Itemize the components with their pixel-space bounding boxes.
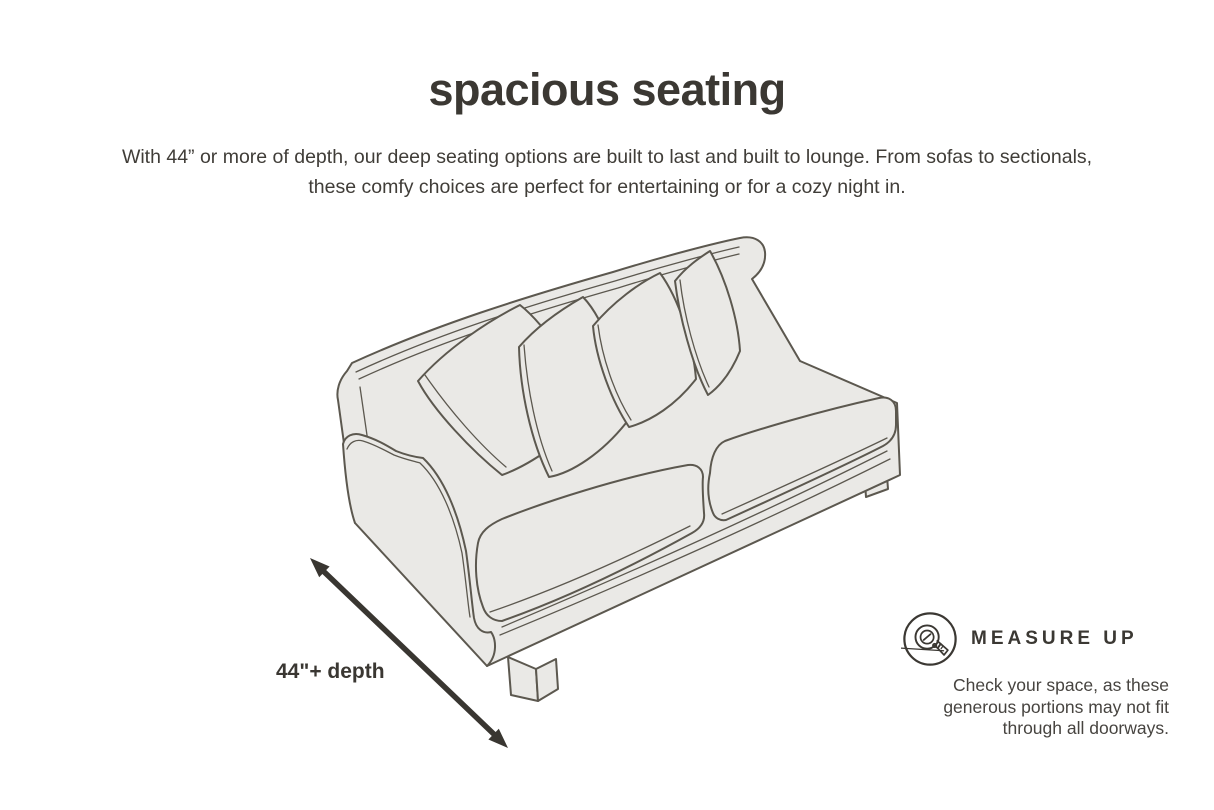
- intro-text: With 44” or more of depth, our deep seating options are built to last and built to lounge. From sofas to sectionals, these comfy choices are perfect for entertaining or for a cozy night in.: [121, 146, 1093, 198]
- measure-up-note: Check your space, as these generous portions may not fit through all doorways.: [943, 675, 1169, 738]
- tape-measure-icon: [901, 610, 959, 668]
- depth-arrow-icon: [298, 546, 522, 762]
- measure-up-title: MEASURE UP: [971, 628, 1138, 649]
- page-title: spacious seating: [428, 64, 786, 115]
- measure-up-callout: [901, 610, 1169, 740]
- measure-up-header: [901, 610, 1169, 668]
- depth-label: 44"+ depth: [276, 660, 385, 683]
